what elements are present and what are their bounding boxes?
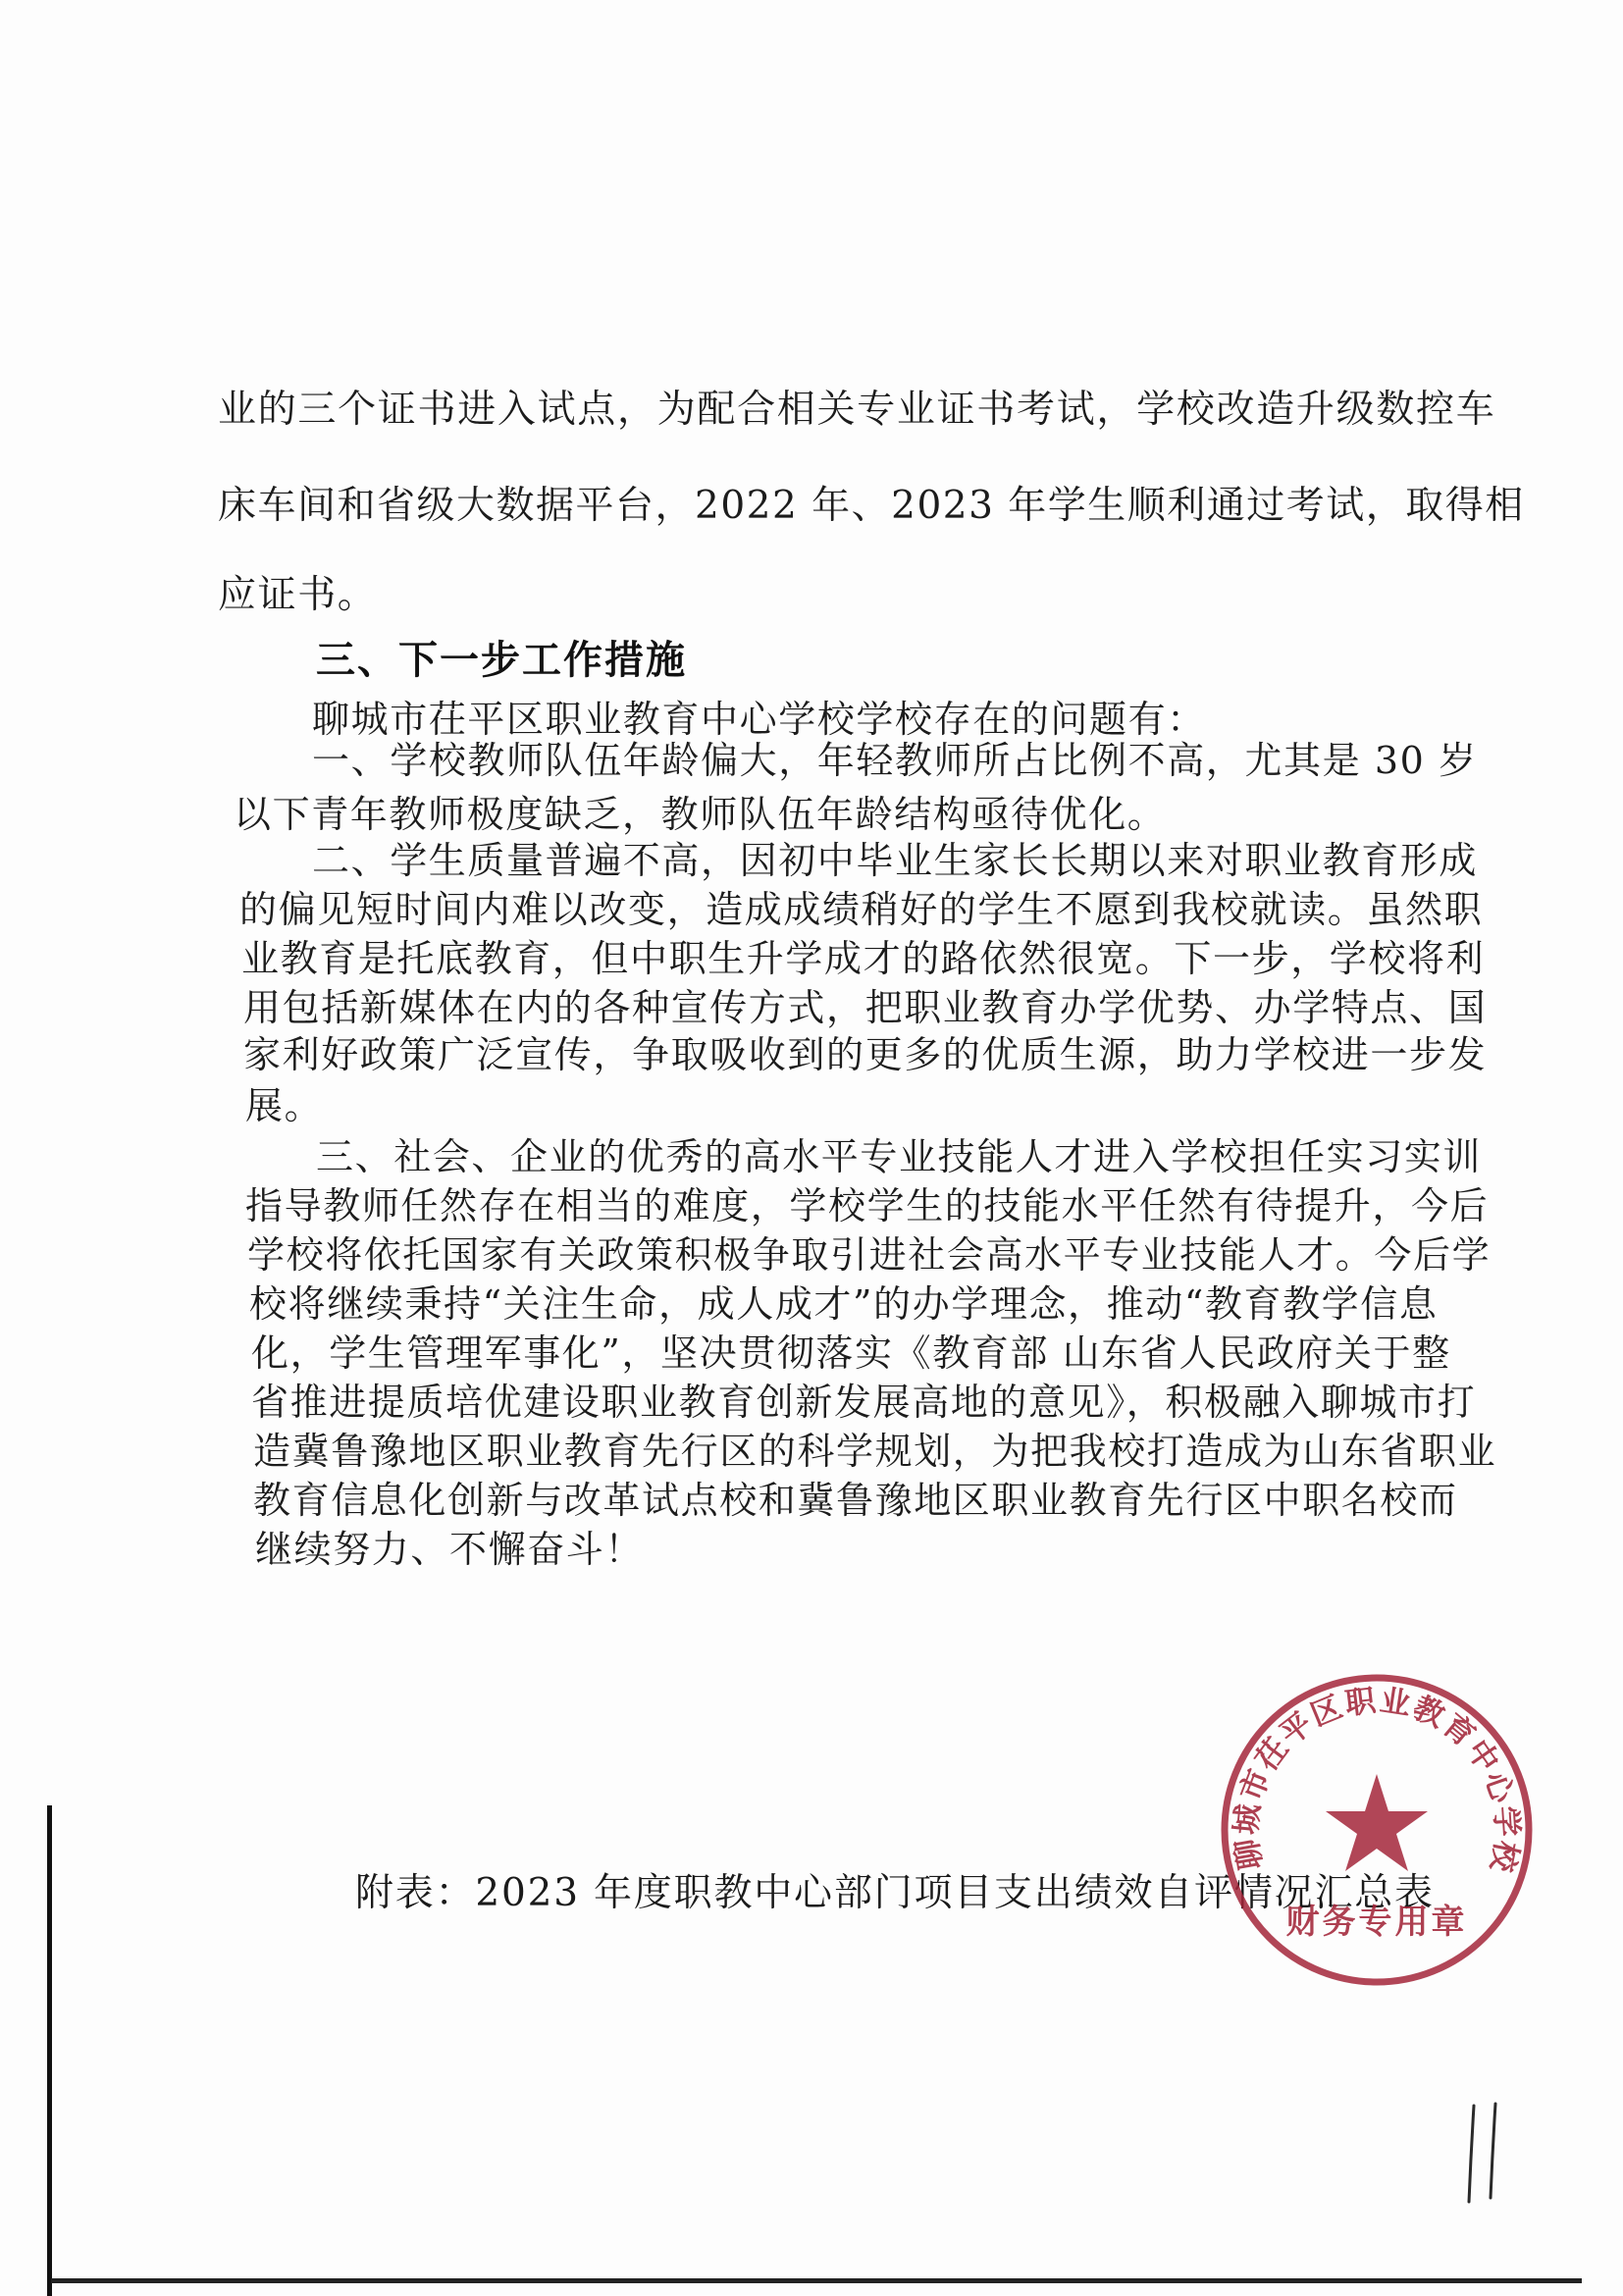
paragraph-line: 用包括新媒体在内的各种宣传方式，把职业教育办学优势、办学特点、国 <box>243 986 1488 1029</box>
paragraph-line: 应证书。 <box>218 573 378 617</box>
paragraph-line: 床车间和省级大数据平台，2022 年、2023 年学生顺利通过考试，取得相 <box>218 484 1525 528</box>
scan-edge-bottom <box>51 2278 1582 2283</box>
paragraph-line: 校将继续秉持“关注生命，成人成才”的办学理念，推动“教育教学信息 <box>249 1282 1439 1326</box>
paragraph-line: 造冀鲁豫地区职业教育先行区的科学规划，为把我校打造成为山东省职业 <box>253 1430 1497 1473</box>
paragraph-line: 业教育是托底教育，但中职生升学成才的路依然很宽。下一步，学校将利 <box>241 937 1486 980</box>
paragraph-line: 以下青年教师极度缺乏，教师队伍年龄结构亟待优化。 <box>234 793 1167 836</box>
paragraph-line: 一、学校教师队伍年龄偏大，年轻教师所占比例不高，尤其是 30 岁 <box>312 739 1478 782</box>
attachment-label: 附表：2023 年度职教中心部门项目支出绩效自评情况汇总表 <box>355 1871 1435 1915</box>
paragraph-line: 业的三个证书进入试点，为配合相关专业证书考试，学校改造升级数控车 <box>218 388 1496 432</box>
paragraph-line: 教育信息化创新与改革试点校和冀鲁豫地区职业教育先行区中职名校而 <box>253 1479 1458 1522</box>
paragraph-line: 聊城市茌平区职业教育中心学校学校存在的问题有： <box>312 698 1206 741</box>
scan-edge-left <box>47 1805 52 2296</box>
paragraph-line: 的偏见短时间内难以改变，造成成绩稍好的学生不愿到我校就读。虽然职 <box>239 888 1484 931</box>
seal-text: 聊城市茌平区职业教育中心学校 <box>1229 1683 1525 1877</box>
paragraph-line: 继续努力、不懈奋斗！ <box>255 1528 645 1571</box>
paragraph-line: 指导教师任然存在相当的难度，学校学生的技能水平任然有待提升，今后 <box>245 1184 1490 1227</box>
paragraph-line: 省推进提质培优建设职业教育创新发展高地的意见》，积极融入聊城市打 <box>251 1381 1477 1424</box>
paragraph-line: 学校将依托国家有关政策积极争取引进社会高水平专业技能人才。今后学 <box>247 1233 1492 1277</box>
paragraph-line: 家利好政策广泛宣传，争取吸收到的更多的优质生源，助力学校进一步发 <box>243 1033 1488 1076</box>
seal-star-icon <box>1326 1774 1428 1871</box>
page-number <box>1460 2100 1509 2208</box>
official-seal <box>1215 1668 1539 1992</box>
paragraph-line: 三、社会、企业的优秀的高水平专业技能人才进入学校担任实习实训 <box>316 1135 1483 1178</box>
paragraph-line: 二、学生质量普遍不高，因初中毕业生家长长期以来对职业教育形成 <box>312 839 1479 882</box>
paragraph-line: 化，学生管理军事化”，坚决贯彻落实《教育部 山东省人民政府关于整 <box>251 1331 1451 1375</box>
section-heading: 三、下一步工作措施 <box>316 638 687 683</box>
paragraph-line: 展。 <box>245 1084 324 1127</box>
seal-subtext: 财务专用章 <box>1285 1903 1468 1942</box>
